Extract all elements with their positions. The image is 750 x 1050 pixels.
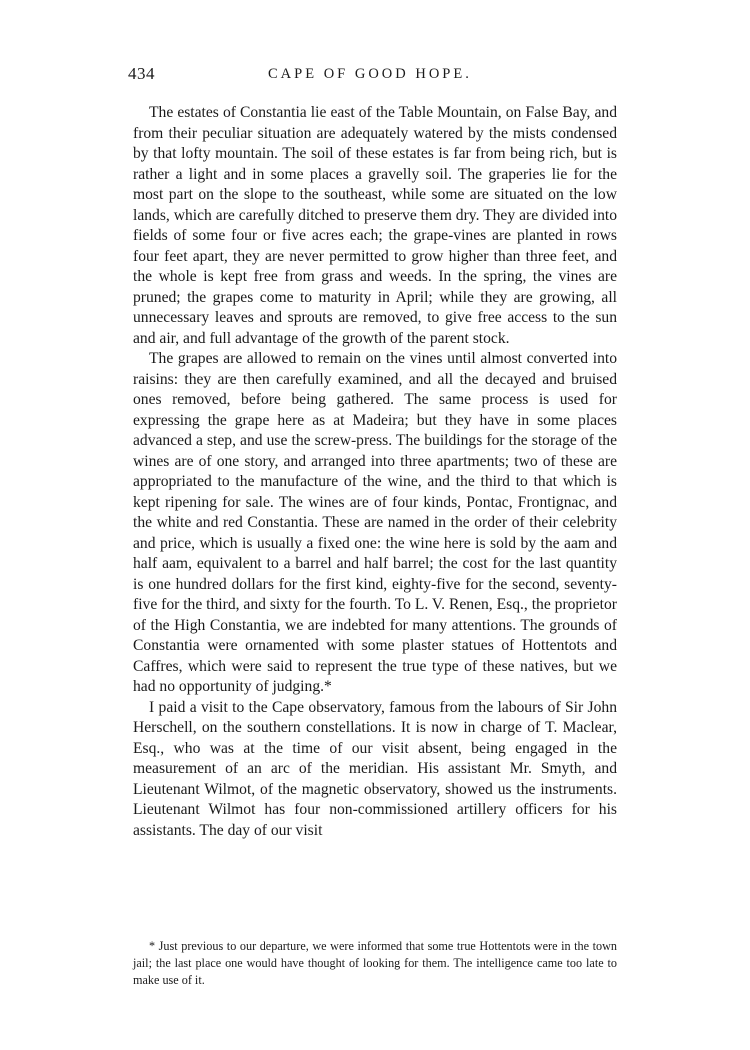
paragraph-wine-making: The grapes are allowed to remain on the vines until almost converted into raisins: they are then carefully examined, and all the decayed and bruised ones removed, before being gathered. The same process is used for expressing the grape here as at Madeira; but they have in some places advanced a step, and use the screw-press. The buildings for the storage of the wines are of one story, and arranged into three apartments; two of these are appropriated to the manufacture of the wine, and the third to that which is kept ripening for sale. The wines are of four kinds, Pontac, Frontignac, and the white and red Constantia. These are named in the order of their celebrity and price, which is usually a fixed one: the wine here is sold by the aam and half aam, equivalent to a barrel and half barrel; the cost for the last quantity is one hundred dollars for the first kind, eighty-five for the second, seventy-five for the third, and sixty for the fourth. To L. V. Renen, Esq., the proprietor of the High Constantia, we are indebted for many attentions. The grounds of Constantia were ornamented with some plaster statues of Hottentots and Caffres, which were said to represent the true type of these natives, but we had no opportunity of judging.* <box>133 350 617 695</box>
page-header <box>128 64 568 90</box>
body-text <box>133 103 617 841</box>
paragraph-observatory: I paid a visit to the Cape observatory, famous from the labours of Sir John Herschell, on the southern constellations. It is now in charge of T. Maclear, Esq., who was at the time of our visit absent, being engaged in the measurement of an arc of the meridian. His assistant Mr. Smyth, and Lieutenant Wilmot, of the magnetic observatory, showed us the instruments. Lieutenant Wilmot has four non-commissioned artillery officers for his assistants. The day of our visit <box>133 698 617 839</box>
footnote: * Just previous to our departure, we were informed that some true Hottentots were in the town jail; the last place one would have thought of looking for them. The intelligence came too late to make use of it. <box>133 939 617 987</box>
paragraph-constantia-estates: The estates of Constantia lie east of the Table Mountain, on False Bay, and from their peculiar situation are adequately watered by the mists condensed by that lofty mountain. The soil of these estates is far from being rich, but is rather a light and in some places a gravelly soil. The graperies lie for the most part on the slope to the southeast, while some are situated on the low lands, which are carefully ditched to preserve them dry. They are divided into fields of some four or five acres each; the grape-vines are planted in rows four feet apart, they are never permitted to grow higher than three feet, and the whole is kept free from grass and weeds. In the spring, the vines are pruned; the grapes come to maturity in April; while they are growing, all unnecessary leaves and sprouts are removed, to give free access to the sun and air, and full advantage of the growth of the parent stock. <box>133 104 617 347</box>
page-number: 434 <box>128 64 155 83</box>
running-head: CAPE OF GOOD HOPE. <box>268 66 472 82</box>
